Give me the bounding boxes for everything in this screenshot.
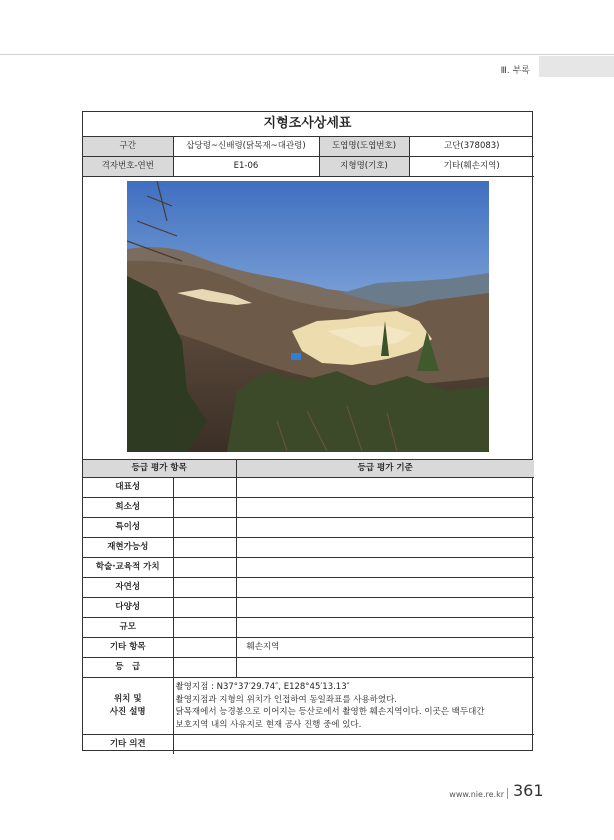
criteria-grade (173, 578, 236, 598)
survey-sheet (82, 111, 533, 751)
table-row (83, 538, 534, 558)
photo-cell (83, 177, 532, 460)
criteria-basis (236, 518, 534, 538)
grid-label: 격자번호-연번 (83, 157, 173, 177)
grid-value: E1-06 (173, 157, 319, 177)
other-opinion-label: 기타 의견 (83, 735, 173, 755)
table-row (83, 638, 534, 658)
criteria-grade (173, 558, 236, 578)
criteria-grade (173, 538, 236, 558)
table-row (83, 598, 534, 618)
landform-label: 지형명(기호) (319, 157, 409, 177)
criteria-label: 규모 (83, 618, 173, 638)
location-label (83, 678, 173, 735)
criteria-grade (173, 478, 236, 498)
criteria-basis (236, 478, 534, 498)
sheet-title: 지형조사상세표 (83, 112, 532, 137)
criteria-grade (173, 518, 236, 538)
map-value: 고단(378083) (409, 137, 534, 157)
criteria-grade (173, 618, 236, 638)
criteria-label: 등 급 (83, 658, 173, 678)
criteria-basis (236, 658, 534, 678)
table-row (83, 518, 534, 538)
criteria-label: 다양성 (83, 598, 173, 618)
info-row (83, 157, 534, 177)
landform-value: 기타(훼손지역) (409, 157, 534, 177)
info-table (83, 137, 534, 177)
chapter-tab (539, 56, 614, 77)
table-row (83, 478, 534, 498)
table-row (83, 498, 534, 518)
criteria-label: 재현가능성 (83, 538, 173, 558)
location-description (173, 678, 534, 735)
criteria-basis (236, 578, 534, 598)
location-line: 닭목재에서 능경봉으로 이어지는 등산로에서 촬영한 훼손지역이다. 이곳은 백두대간 (175, 707, 485, 717)
section-label: 구간 (83, 137, 173, 157)
table-row (83, 618, 534, 638)
criteria-basis (236, 558, 534, 578)
criteria-basis-header: 등급 평가 기준 (236, 460, 534, 478)
other-opinion-value (173, 735, 534, 755)
location-line: 촬영지점과 지형의 위치가 인접하여 동일좌표를 사용하였다. (175, 694, 397, 705)
criteria-table (83, 460, 534, 678)
criteria-label: 대표성 (83, 478, 173, 498)
criteria-label: 희소성 (83, 498, 173, 518)
criteria-basis (236, 498, 534, 518)
criteria-basis (236, 538, 534, 558)
criteria-label: 자연성 (83, 578, 173, 598)
section-value: 삽당령~신배령(닭목재~대관령) (173, 137, 319, 157)
info-row (83, 137, 534, 157)
criteria-label: 특이성 (83, 518, 173, 538)
criteria-basis (236, 598, 534, 618)
table-row (83, 578, 534, 598)
location-table (83, 678, 534, 754)
criteria-grade (173, 598, 236, 618)
criteria-grade (173, 658, 236, 678)
criteria-basis: 훼손지역 (236, 638, 534, 658)
landscape-photo (127, 181, 489, 452)
chapter-label: Ⅲ. 부록 (500, 66, 530, 76)
criteria-basis (236, 618, 534, 638)
location-row (83, 678, 534, 735)
location-label-line1: 위치 및 (113, 694, 142, 704)
footer-divider (507, 788, 508, 799)
location-label-line2: 사진 설명 (109, 707, 146, 717)
other-opinion-row (83, 735, 534, 755)
criteria-header-row (83, 460, 534, 478)
map-label: 도엽명(도엽번호) (319, 137, 409, 157)
criteria-grade (173, 638, 236, 658)
page-number: 361 (513, 781, 544, 800)
criteria-item-header: 등급 평가 항목 (83, 460, 236, 478)
criteria-label: 학술·교육적 가치 (83, 558, 173, 578)
location-line: 촬영지점 : N37°37′29.74″, E128°45′13.13″ (175, 682, 350, 692)
table-row (83, 558, 534, 578)
top-rule (0, 54, 614, 55)
location-line: 보호지역 내의 사유지로 현재 공사 진행 중에 있다. (175, 719, 362, 730)
criteria-label: 기타 항목 (83, 638, 173, 658)
criteria-grade (173, 498, 236, 518)
table-row (83, 658, 534, 678)
footer-url: www.nie.re.kr (449, 790, 504, 799)
